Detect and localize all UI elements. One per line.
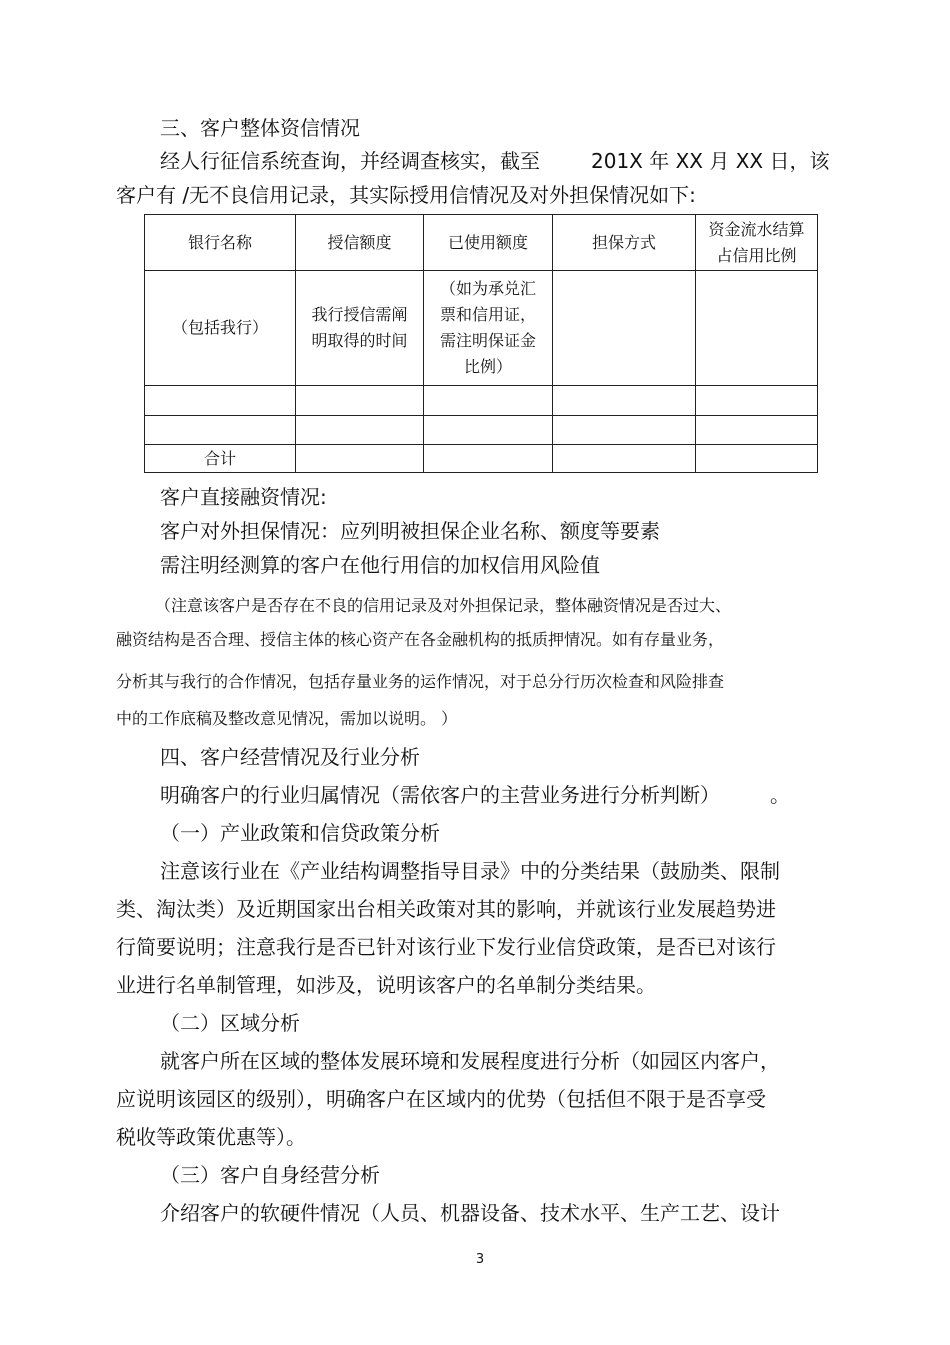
direct-financing-label: 客户直接融资情况: — [160, 485, 327, 509]
header-credit-limit: 授信额度 — [296, 215, 424, 271]
section-3-intro-line1-b: 201X 年 XX 月 XX 日，该 — [591, 149, 830, 173]
paragraph-line: 注意该行业在《产业结构调整指导目录》中的分类结果（鼓励类、限制 — [160, 859, 780, 883]
page-number: 3 — [475, 1252, 485, 1267]
note-line: 融资结构是否合理、授信主体的核心资产在各金融机构的抵质押情况。如有存量业务， — [116, 630, 725, 649]
cell-guarantee-method — [553, 271, 696, 386]
note-line: 中的工作底稿及整改意见情况，需加以说明。 ） — [116, 709, 458, 728]
paragraph-line: 行简要说明；注意我行是否已针对该行业下发行业信贷政策，是否已对该行 — [116, 935, 776, 959]
paragraph-line: 应说明该园区的级别），明确客户在区域内的优势（包括但不限于是否享受 — [116, 1087, 766, 1111]
section-3-intro-line1-a: 经人行征信系统查询，并经调查核实，截至 — [160, 149, 540, 173]
header-used-amount: 已使用额度 — [424, 215, 553, 271]
section-3-intro-line2: 客户有 /无不良信用记录，其实际授用信情况及对外担保情况如下: — [116, 183, 696, 207]
table-row — [145, 271, 818, 386]
paragraph-line: 业进行名单制管理，如涉及，说明该客户的名单制分类结果。 — [116, 973, 656, 997]
cell-cashflow-ratio — [696, 271, 818, 386]
section-3-heading: 三、客户整体资信情况 — [160, 116, 360, 140]
paragraph-line: 类、淘汰类）及近期国家出台相关政策对其的影响，并就该行业发展趋势进 — [116, 897, 776, 921]
paragraph-line: 就客户所在区域的整体发展环境和发展程度进行分析（如园区内客户， — [160, 1049, 780, 1073]
subsection-3-heading: （三）客户自身经营分析 — [160, 1163, 380, 1187]
external-guarantee-label: 客户对外担保情况：应列明被担保企业名称、额度等要素 — [160, 519, 660, 543]
section-4-heading: 四、客户经营情况及行业分析 — [160, 745, 420, 769]
cell-credit-limit: 我行授信需阐 明取得的时间 — [296, 271, 424, 386]
note-line: （注意该客户是否存在不良的信用记录及对外担保记录，整体融资情况是否过大、 — [155, 596, 732, 615]
industry-line-end: 。 — [770, 783, 790, 807]
credit-table — [144, 214, 818, 473]
paragraph-line: 税收等政策优惠等）。 — [116, 1125, 306, 1149]
header-guarantee-method: 担保方式 — [553, 215, 696, 271]
table-total-row — [145, 445, 818, 473]
table-row — [145, 416, 818, 445]
header-cashflow-ratio: 资金流水结算 占信用比例 — [696, 215, 818, 271]
industry-line: 明确客户的行业归属情况（需依客户的主营业务进行分析判断） — [160, 783, 720, 807]
cell-bank-name: （包括我行） — [145, 271, 296, 386]
weighted-risk-label: 需注明经测算的客户在他行用信的加权信用风险值 — [160, 553, 600, 577]
cell-total-label: 合计 — [145, 445, 296, 473]
header-bank-name: 银行名称 — [145, 215, 296, 271]
table-header-row — [145, 215, 818, 271]
subsection-2-heading: （二）区域分析 — [160, 1011, 300, 1035]
cell-used-amount: （如为承兑汇 票和信用证， 需注明保证金 比例） — [424, 271, 553, 386]
paragraph-line: 介绍客户的软硬件情况（人员、机器设备、技术水平、生产工艺、设计 — [160, 1201, 780, 1225]
table-row — [145, 386, 818, 416]
subsection-1-heading: （一）产业政策和信贷政策分析 — [160, 821, 440, 845]
note-line: 分析其与我行的合作情况，包括存量业务的运作情况，对于总分行历次检查和风险排查 — [116, 672, 725, 691]
